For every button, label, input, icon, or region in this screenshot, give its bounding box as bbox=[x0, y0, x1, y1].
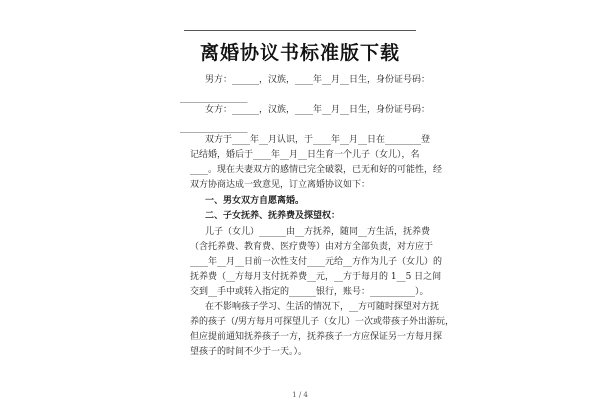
paragraph-line: 在不影响孩子学习、生活的情况下，__方可随时探望对方抚 bbox=[205, 302, 440, 312]
paragraph-line: 记结婚，婚后于____年__月__日生育一个儿子（女儿），名 bbox=[190, 150, 420, 160]
paragraph-line: 养的孩子（/男方每月可探望儿子（女儿）一次或带孩子外出游玩， bbox=[190, 317, 455, 327]
section-heading-2: 二、子女抚养、抚养费及探望权： bbox=[205, 211, 341, 221]
document-title: 离婚协议书标准版下载 bbox=[199, 42, 400, 64]
paragraph-line: 交到__手中或转入指定的______银行，账号：__________）。 bbox=[190, 287, 429, 297]
paragraph-line: 双方协商达成一致意见，订立离婚协议如下： bbox=[190, 180, 371, 190]
male-id-blank: _______________ bbox=[180, 93, 248, 103]
male-party-line: 男方：______，汉族，____年__月__日生，身份证号码： bbox=[205, 75, 431, 85]
paragraph-line: 儿子（女儿）______由__方抚养，随同__方生活，抚养费 bbox=[205, 227, 431, 237]
paragraph-line: 抚养费（__方每月支付抚养费__元，__方于每月的 1__5 日之间 bbox=[190, 272, 442, 282]
paragraph-line: 双方于____年__月认识，于____年__月__日在________登 bbox=[205, 135, 431, 145]
paragraph-line: （含托养费、教育费、医疗费等）由对方全部负责，对方应于 bbox=[190, 242, 434, 252]
female-id-blank: _______________ bbox=[180, 123, 248, 133]
female-party-line: 女方：______，汉族，____年__月__日生，身份证号码： bbox=[205, 105, 431, 115]
paragraph-line: 但应提前通知抚养孩子一方，抚养孩子一方应保证另一方每月探 bbox=[190, 332, 443, 342]
paragraph-line: ____年__月__日前一次性支付____元给__方作为儿子（女儿）的 bbox=[190, 257, 443, 267]
paragraph-line: 望孩子的时间不少于一天。）。 bbox=[190, 347, 308, 357]
header-rule bbox=[184, 30, 416, 31]
section-heading-1: 一、男女双方自愿离婚。 bbox=[205, 196, 305, 206]
paragraph-line: ____。现在夫妻双方的感情已完全破裂，已无和好的可能性，经 bbox=[190, 165, 443, 175]
page-number: 1 / 4 bbox=[292, 391, 308, 399]
